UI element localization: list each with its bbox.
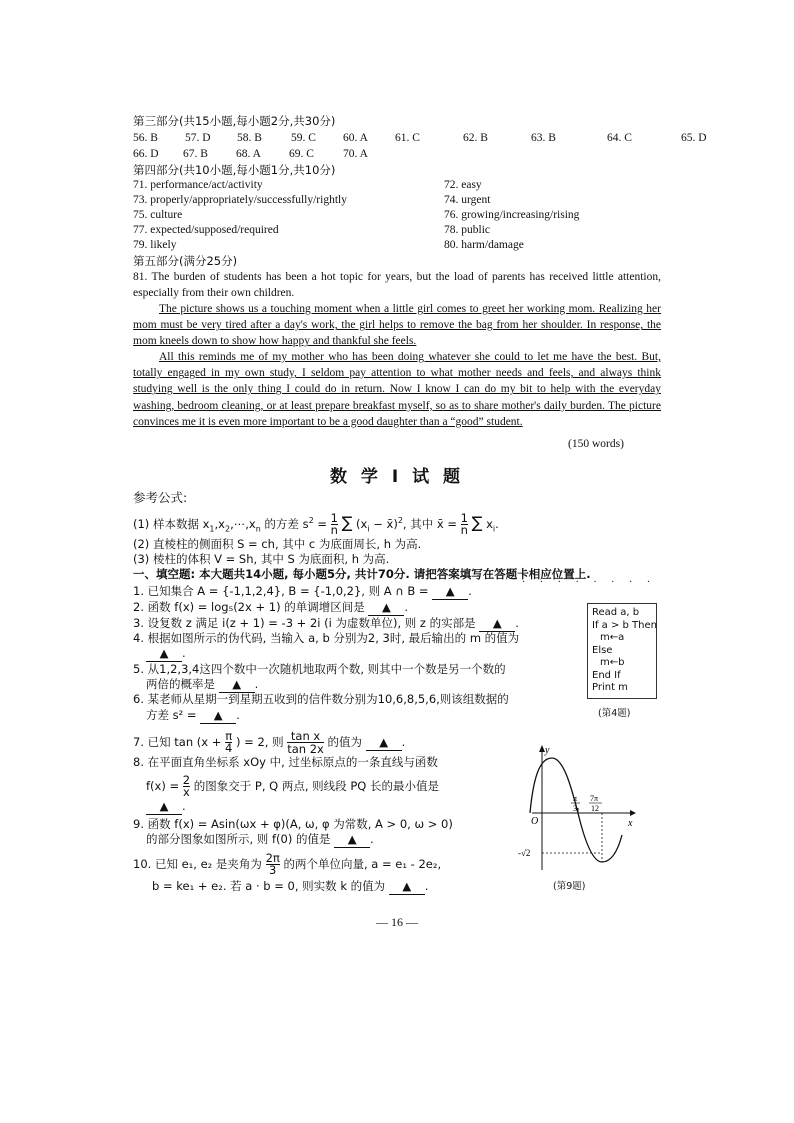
code-line: Print m <box>592 682 628 693</box>
question-8: 8. 在平面直角坐标系 xOy 中, 过坐标原点的一条直线与函数 <box>133 755 438 769</box>
answer-blank: ▲ <box>146 646 182 662</box>
part4-left-col <box>133 178 347 253</box>
essay-paragraph-2: The picture shows us a touching moment when a little girl comes to greet her working mom. Realizing her mom must be very tired after a day's work, the girl helps to remove the bag from her shoulder. In response, the mom kneels down to show how happy and thankful she feels. <box>133 303 661 348</box>
question-6: 6. 某老师从星期一到星期五收到的信件数分别为10,6,8,5,6,则该组数据的 <box>133 692 509 706</box>
answer-80: 80. harm/damage <box>444 239 524 251</box>
page-number: — 16 — <box>376 915 418 929</box>
origin-label: O <box>531 816 539 827</box>
part4-heading: 第四部分(共10小题,每小题1分,共10分) <box>133 163 336 177</box>
answer-blank: ▲ <box>334 832 370 848</box>
question-4: 4. 根据如图所示的伪代码, 当输入 a, b 分别为2, 3时, 最后输出的 m 的值为 <box>133 631 520 645</box>
answer-74: 74. urgent <box>444 194 491 206</box>
question-3: 3. 设复数 z 满足 i(z + 1) = -3 + 2i (i 为虚数单位), 则 z 的实部是 ▲ . <box>133 616 519 630</box>
answer-blank: ▲ <box>389 879 425 895</box>
question-2: 2. 函数 f(x) = log₅(2x + 1) 的单调增区间是 ▲ . <box>133 600 409 614</box>
answer-item: 69. C <box>289 148 314 160</box>
y-axis-label: y <box>545 745 550 756</box>
answer-item: 63. B <box>531 132 556 144</box>
question-5-cont: 两倍的概率是 ▲ . <box>146 677 259 691</box>
code-line: End If <box>592 669 621 681</box>
tick-pi-3: π <box>573 794 578 803</box>
answer-item: 66. D <box>133 148 159 160</box>
answer-item: 68. A <box>236 148 261 160</box>
answer-item: 61. C <box>395 132 420 144</box>
answer-item: 60. A <box>343 132 368 144</box>
question-8-cont: f(x) = $\frac{2}{x}$ 的图象交于 P, Q 两点, 则线段 PQ 长的最小值是 <box>146 773 439 799</box>
sine-graph <box>512 740 642 875</box>
code-line: Read a, b <box>592 607 640 618</box>
question-4-blank: ▲ . <box>146 646 186 662</box>
answer-item: 65. D <box>681 132 707 144</box>
tick-7pi-12: 7π <box>590 794 599 803</box>
answer-72: 72. easy <box>444 179 482 191</box>
question-10: 10. 已知 e₁, e₂ 是夹角为 $\frac{2\pi}{3}$ 的两个单位向量, a = e₁ - 2e₂, <box>133 851 442 877</box>
question-5: 5. 从1,2,3,4这四个数中一次随机地取两个数, 则其中一个数是另一个数的 <box>133 662 506 676</box>
formula-2: (2) 直棱柱的侧面积 S = ch, 其中 c 为底面周长, h 为高. <box>133 537 422 551</box>
answer-item: 62. B <box>463 132 488 144</box>
answer-75: 75. culture <box>133 209 183 221</box>
question-7: 7. 已知 tan (x + $\frac{\pi}{4}$ ) = 2, 则 $\frac{\text{tan x}}{\tan 2x}$ 的值为 ▲ . <box>133 729 406 756</box>
answer-blank: ▲ <box>368 600 404 616</box>
answer-71: 71. performance/act/activity <box>133 179 263 191</box>
question-1: 1. 已知集合 A = {-1,1,2,4}, B = {-1,0,2}, 则 A ∩ B = ▲ . <box>133 584 472 598</box>
emphasis-dots: · · · · · · · · <box>522 577 657 588</box>
tick-pi-3-den: 3 <box>573 804 577 813</box>
answer-77: 77. expected/supposed/required <box>133 224 279 236</box>
formula-heading: 参考公式: <box>133 490 188 505</box>
answer-blank: ▲ <box>200 708 236 724</box>
x-axis-label: x <box>628 818 633 829</box>
question-8-blank: ▲ . <box>146 799 186 815</box>
answer-item: 59. C <box>291 132 316 144</box>
answer-item: 70. A <box>343 148 368 160</box>
pseudocode-box <box>587 603 657 699</box>
section-1-heading: 一、填空题: 本大题共14小题, 每小题5分, 共计70分. 请把答案填写在答题卡相应位置上. <box>133 567 591 581</box>
y-neg-label: -√2 <box>518 848 531 858</box>
part5-heading: 第五部分(满分25分) <box>133 254 238 268</box>
figure-9-caption: (第9题) <box>553 881 586 892</box>
answer-79: 79. likely <box>133 239 177 251</box>
part3-heading: 第三部分(共15小题,每小题2分,共30分) <box>133 114 336 128</box>
question-9-cont: 的部分图象如图所示, 则 f(0) 的值是 ▲ . <box>146 832 374 846</box>
answer-item: 58. B <box>237 132 262 144</box>
answer-73: 73. properly/appropriately/successfully/rightly <box>133 194 347 206</box>
code-line: m←b <box>600 657 625 668</box>
essay-paragraph-3: All this reminds me of my mother who has been doing whatever she could to let me have the best. But, totally engaged in my own study, I seldom pay attention to what mother needs and feels, and always think studying well is the only thing I could do in return. Now I know I can do my bit to help with the everyday washing, bedroom cleaning, or at least prepare breakfast myself, so as to share mother's daily burden. The picture convinces me it is even more important to be a good daughter than a “good” student. <box>133 351 661 428</box>
part4-right-col <box>444 178 579 253</box>
answer-blank: ▲ <box>479 616 515 632</box>
formula-1: (1) 样本数据 $x_1,x_2,\cdots,x_n$ 的方差 $s^2$ = $\frac{1}{n}$ ∑ ($x_i$ − x̄)$^2$, 其中 x̄ = $\frac{1}{n}$ ∑ $x_i$. <box>133 511 499 537</box>
formula-3: (3) 棱柱的体积 V = Sh, 其中 S 为底面积, h 为高. <box>133 552 390 566</box>
answer-blank: ▲ <box>366 735 402 751</box>
answer-78: 78. public <box>444 224 490 236</box>
word-count: (150 words) <box>568 438 624 450</box>
answer-blank: ▲ <box>146 799 182 815</box>
question-9: 9. 函数 f(x) = Asin(ωx + φ)(A, ω, φ 为常数, A > 0, ω > 0) <box>133 817 453 831</box>
answer-item: 64. C <box>607 132 632 144</box>
code-line: Else <box>592 644 613 656</box>
answer-76: 76. growing/increasing/rising <box>444 209 580 221</box>
answer-item: 57. D <box>185 132 211 144</box>
answer-item: 56. B <box>133 132 158 144</box>
answer-blank: ▲ <box>219 677 255 693</box>
figure-4-caption: (第4题) <box>598 708 631 719</box>
essay-paragraph-1: 81. The burden of students has been a hot topic for years, but the load of parents has received little attention, especially from their own children. <box>133 271 661 300</box>
code-line: m←a <box>600 632 625 643</box>
question-6-cont: 方差 s² = ▲ . <box>146 708 240 722</box>
answer-blank: ▲ <box>432 584 468 600</box>
math-title: 数 学 Ⅰ 试 题 <box>330 467 464 487</box>
code-line: If a > b Then <box>592 619 657 631</box>
question-10-cont: b = ke₁ + e₂. 若 a · b = 0, 则实数 k 的值为 ▲ . <box>152 879 429 893</box>
tick-7pi-12-den: 12 <box>591 804 599 813</box>
answer-item: 67. B <box>183 148 208 160</box>
